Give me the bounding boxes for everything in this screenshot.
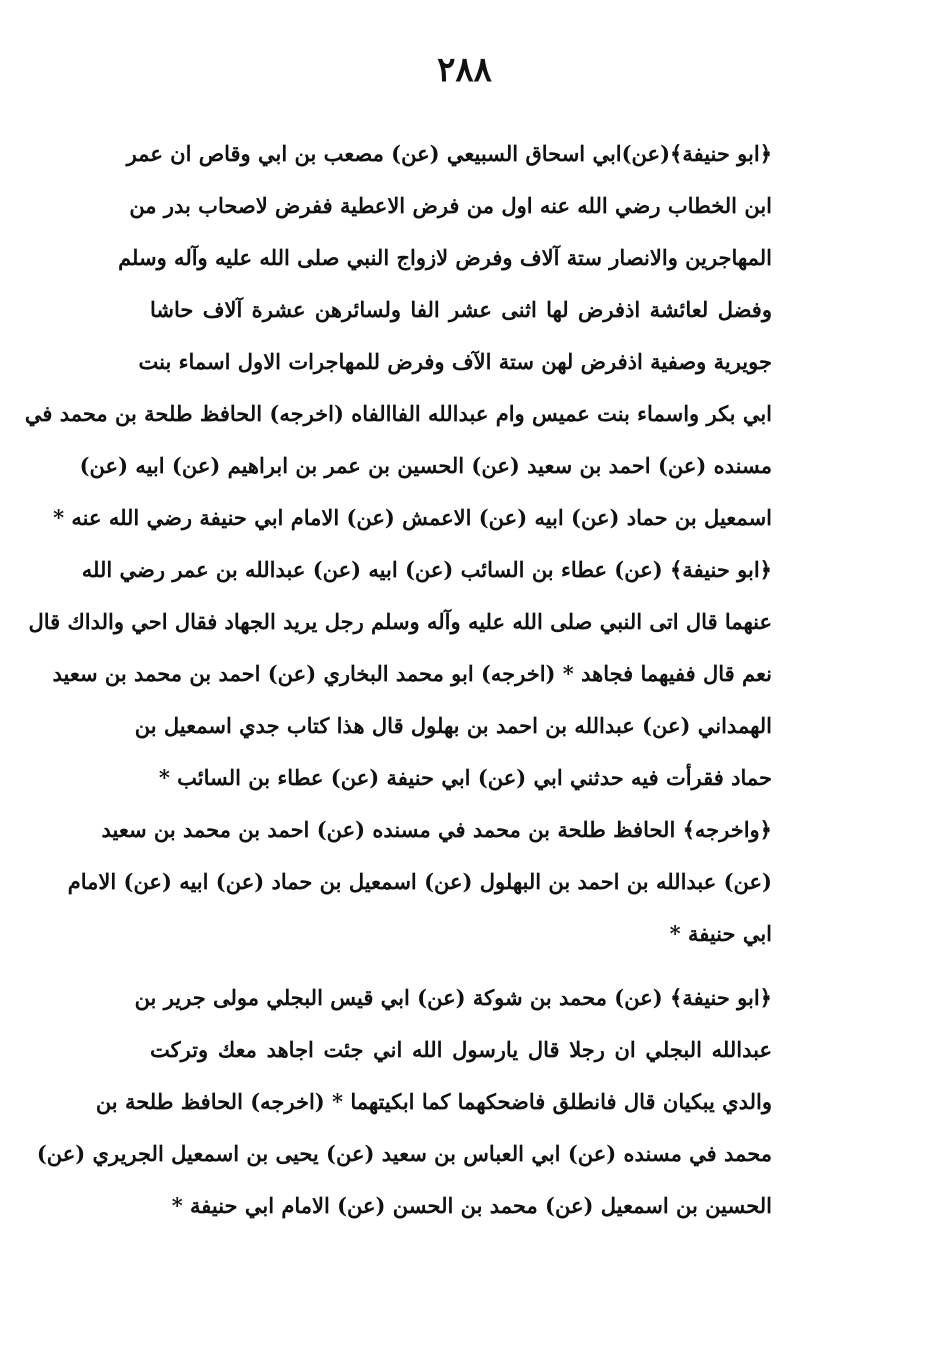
text-line: المهاجرين والانصار ستة آلاف وفرض لازواج النبي صلى الله عليه وآله وسلم xyxy=(118,245,772,270)
text-line: عبدالله البجلي ان رجلا قال يارسول الله اني جئت اجاهد معك وتركت xyxy=(150,1037,772,1062)
text-line: نعم قال ففيهما فجاهد * (اخرجه) ابو محمد البخاري (عن) احمد بن محمد بن سعيد xyxy=(52,661,772,686)
text-line: مسنده (عن) احمد بن سعيد (عن) الحسين بن عمر بن ابراهيم (عن) ابيه (عن) xyxy=(79,453,772,478)
text-line: الهمداني (عن) عبدالله بن احمد بن بهلول قال هذا كتاب جدي اسمعيل بن xyxy=(134,713,772,738)
text-line: اسمعيل بن حماد (عن) ابيه (عن) الاعمش (عن) الامام ابي حنيفة رضي الله عنه * xyxy=(53,505,772,530)
text-line: ﴿ابو حنيفة﴾ (عن) محمد بن شوكة (عن) ابي قيس البجلي مولى جرير بن xyxy=(134,985,772,1010)
text-line: عنهما قال اتى النبي صلى الله عليه وآله وسلم رجل يريد الجهاد فقال احي والداك قال xyxy=(28,609,772,634)
text-line: الحسين بن اسمعيل (عن) محمد بن الحسن (عن) الامام ابي حنيفة * xyxy=(171,1193,772,1218)
text-line: حماد فقرأت فيه حدثني ابي (عن) ابي حنيفة (عن) عطاء بن السائب * xyxy=(158,765,772,790)
text-line: والدي يبكيان قال فانطلق فاضحكهما كما ابكيتهما * (اخرجه) الحافظ طلحة بن xyxy=(95,1089,772,1114)
page-number: ٢٨٨ xyxy=(437,50,492,90)
text-line: وفضل لعائشة اذفرض لها اثنى عشر الفا ولسائرهن عشرة آلاف حاشا xyxy=(150,297,772,322)
text-line: ﴿ابو حنيفة﴾(عن)ابي اسحاق السبيعي (عن) مصعب بن ابي وقاص ان عمر xyxy=(126,141,772,166)
text-line: ﴿ابو حنيفة﴾ (عن) عطاء بن السائب (عن) ابيه (عن) عبدالله بن عمر رضي الله xyxy=(81,557,772,582)
text-line: ابي حنيفة * xyxy=(669,921,772,946)
text-line: جويرية وصفية اذفرض لهن ستة الآف وفرض للمهاجرات الاول اسماء بنت xyxy=(138,349,772,374)
text-line: ابن الخطاب رضي الله عنه اول من فرض الاعطية ففرض لاصحاب بدر من xyxy=(129,193,772,218)
text-line: ﴿واخرجه﴾ الحافظ طلحة بن محمد في مسنده (عن) احمد بن محمد بن سعيد xyxy=(101,817,772,842)
text-line: (عن) عبدالله بن احمد بن البهلول (عن) اسمعيل بن حماد (عن) ابيه (عن) الامام xyxy=(67,869,772,894)
text-line: محمد في مسنده (عن) ابي العباس بن سعيد (عن) يحيى بن اسمعيل الجريري (عن) xyxy=(36,1141,772,1166)
body-text xyxy=(24,128,772,1232)
text-line: ابي بكر واسماء بنت عميس وام عبدالله الفاالفاه (اخرجه) الحافظ طلحة بن محمد في xyxy=(24,401,772,426)
